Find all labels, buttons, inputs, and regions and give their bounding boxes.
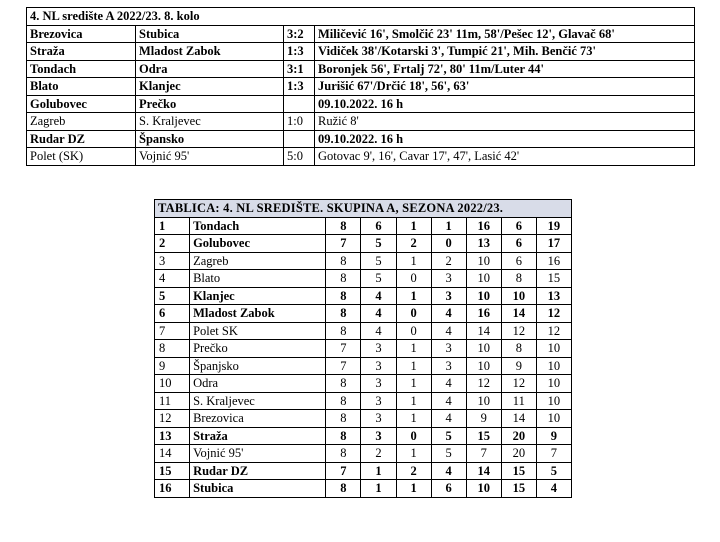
result-score: 1:0 <box>284 113 315 131</box>
standings-gf: 10 <box>466 357 501 375</box>
standings-l: 6 <box>431 480 466 498</box>
standings-row <box>155 340 572 358</box>
standings-l: 1 <box>431 217 466 235</box>
standings-d: 2 <box>396 235 431 253</box>
standings-w: 3 <box>361 375 396 393</box>
standings-pos: 11 <box>155 392 190 410</box>
standings-pos: 13 <box>155 427 190 445</box>
standings-gf: 10 <box>466 340 501 358</box>
result-away: Prečko <box>136 95 284 113</box>
standings-d: 1 <box>396 410 431 428</box>
standings-gf: 16 <box>466 217 501 235</box>
standings-pos: 2 <box>155 235 190 253</box>
standings-gf: 12 <box>466 375 501 393</box>
result-away: Mladost Zabok <box>136 43 284 61</box>
standings-pos: 8 <box>155 340 190 358</box>
standings-d: 1 <box>396 357 431 375</box>
standings-l: 0 <box>431 235 466 253</box>
standings-ga: 14 <box>501 305 536 323</box>
standings-l: 5 <box>431 427 466 445</box>
standings-row <box>155 322 572 340</box>
standings-gf: 10 <box>466 252 501 270</box>
standings-pos: 15 <box>155 462 190 480</box>
results-table <box>26 7 695 166</box>
result-away: Vojnić 95' <box>136 148 284 166</box>
standings-w: 4 <box>361 322 396 340</box>
standings-d: 1 <box>396 392 431 410</box>
result-home: Zagreb <box>27 113 136 131</box>
standings-team: Blato <box>190 270 326 288</box>
standings-d: 1 <box>396 252 431 270</box>
standings-d: 2 <box>396 462 431 480</box>
result-scorers: 09.10.2022. 16 h <box>315 95 695 113</box>
standings-team: Mladost Zabok <box>190 305 326 323</box>
standings-w: 3 <box>361 427 396 445</box>
standings-p: 7 <box>326 340 361 358</box>
standings-l: 4 <box>431 392 466 410</box>
standings-p: 8 <box>326 445 361 463</box>
standings-w: 5 <box>361 252 396 270</box>
standings-w: 5 <box>361 235 396 253</box>
standings-pts: 4 <box>536 480 571 498</box>
standings-team: Odra <box>190 375 326 393</box>
standings-ga: 20 <box>501 445 536 463</box>
result-score <box>284 95 315 113</box>
result-row <box>27 148 695 166</box>
standings-team: Rudar DZ <box>190 462 326 480</box>
standings-l: 2 <box>431 252 466 270</box>
standings-p: 7 <box>326 462 361 480</box>
result-home: Golubovec <box>27 95 136 113</box>
standings-ga: 12 <box>501 322 536 340</box>
result-away: S. Kraljevec <box>136 113 284 131</box>
standings-pts: 15 <box>536 270 571 288</box>
result-scorers: 09.10.2022. 16 h <box>315 130 695 148</box>
standings-w: 1 <box>361 462 396 480</box>
standings-pts: 5 <box>536 462 571 480</box>
standings-ga: 6 <box>501 217 536 235</box>
standings-row <box>155 392 572 410</box>
result-row <box>27 130 695 148</box>
standings-l: 5 <box>431 445 466 463</box>
standings-l: 3 <box>431 340 466 358</box>
standings-pos: 16 <box>155 480 190 498</box>
standings-row <box>155 462 572 480</box>
standings-gf: 14 <box>466 462 501 480</box>
standings-row <box>155 235 572 253</box>
standings-w: 3 <box>361 392 396 410</box>
standings-p: 8 <box>326 410 361 428</box>
standings-ga: 15 <box>501 480 536 498</box>
standings-pos: 12 <box>155 410 190 428</box>
result-scorers: Boronjek 56', Frtalj 72', 80' 11m/Luter 44' <box>315 60 695 78</box>
standings-p: 8 <box>326 375 361 393</box>
standings-team: Tondach <box>190 217 326 235</box>
standings-row <box>155 270 572 288</box>
standings-pos: 9 <box>155 357 190 375</box>
standings-p: 7 <box>326 235 361 253</box>
standings-w: 5 <box>361 270 396 288</box>
standings-gf: 10 <box>466 270 501 288</box>
standings-row <box>155 445 572 463</box>
standings-d: 0 <box>396 322 431 340</box>
standings-d: 1 <box>396 287 431 305</box>
standings-ga: 14 <box>501 410 536 428</box>
standings-pts: 13 <box>536 287 571 305</box>
standings-row <box>155 410 572 428</box>
standings-pts: 10 <box>536 410 571 428</box>
result-score: 5:0 <box>284 148 315 166</box>
result-away: Klanjec <box>136 78 284 96</box>
standings-p: 8 <box>326 252 361 270</box>
standings-pts: 10 <box>536 340 571 358</box>
standings-w: 3 <box>361 340 396 358</box>
standings-p: 8 <box>326 287 361 305</box>
standings-l: 4 <box>431 305 466 323</box>
standings-gf: 10 <box>466 480 501 498</box>
result-home: Brezovica <box>27 25 136 43</box>
standings-row <box>155 375 572 393</box>
standings-pts: 17 <box>536 235 571 253</box>
result-scorers: Ružić 8' <box>315 113 695 131</box>
standings-l: 3 <box>431 357 466 375</box>
standings-pos: 10 <box>155 375 190 393</box>
standings-w: 2 <box>361 445 396 463</box>
result-away: Stubica <box>136 25 284 43</box>
standings-l: 4 <box>431 462 466 480</box>
result-home: Rudar DZ <box>27 130 136 148</box>
standings-pos: 5 <box>155 287 190 305</box>
standings-gf: 16 <box>466 305 501 323</box>
result-score: 3:2 <box>284 25 315 43</box>
standings-table <box>154 199 572 498</box>
standings-team: Španjsko <box>190 357 326 375</box>
standings-pos: 4 <box>155 270 190 288</box>
standings-pos: 6 <box>155 305 190 323</box>
standings-gf: 14 <box>466 322 501 340</box>
result-row <box>27 43 695 61</box>
standings-w: 3 <box>361 357 396 375</box>
result-home: Blato <box>27 78 136 96</box>
standings-ga: 20 <box>501 427 536 445</box>
standings-team: Straža <box>190 427 326 445</box>
result-away: Špansko <box>136 130 284 148</box>
standings-w: 4 <box>361 305 396 323</box>
result-row <box>27 95 695 113</box>
standings-w: 3 <box>361 410 396 428</box>
standings-ga: 15 <box>501 462 536 480</box>
standings-p: 8 <box>326 427 361 445</box>
standings-team: Stubica <box>190 480 326 498</box>
standings-row <box>155 480 572 498</box>
standings-row <box>155 357 572 375</box>
standings-p: 8 <box>326 480 361 498</box>
result-away: Odra <box>136 60 284 78</box>
result-scorers: Gotovac 9', 16', Cavar 17', 47', Lasić 42' <box>315 148 695 166</box>
standings-pts: 19 <box>536 217 571 235</box>
result-score <box>284 130 315 148</box>
standings-gf: 7 <box>466 445 501 463</box>
standings-pts: 10 <box>536 357 571 375</box>
standings-d: 1 <box>396 217 431 235</box>
standings-team: Zagreb <box>190 252 326 270</box>
standings-gf: 10 <box>466 392 501 410</box>
standings-d: 1 <box>396 340 431 358</box>
standings-ga: 11 <box>501 392 536 410</box>
standings-ga: 6 <box>501 252 536 270</box>
standings-d: 0 <box>396 427 431 445</box>
standings-pos: 1 <box>155 217 190 235</box>
standings-team: Klanjec <box>190 287 326 305</box>
standings-d: 1 <box>396 375 431 393</box>
standings-ga: 8 <box>501 270 536 288</box>
standings-pos: 14 <box>155 445 190 463</box>
standings-pts: 10 <box>536 375 571 393</box>
standings-ga: 6 <box>501 235 536 253</box>
result-home: Polet (SK) <box>27 148 136 166</box>
result-scorers: Vidiček 38'/Kotarski 3', Tumpić 21', Mih. Benčić 73' <box>315 43 695 61</box>
standings-gf: 13 <box>466 235 501 253</box>
standings-pts: 12 <box>536 322 571 340</box>
result-scorers: Miličević 16', Smolčić 23' 11m, 58'/Pešec 12', Glavač 68' <box>315 25 695 43</box>
standings-d: 0 <box>396 270 431 288</box>
standings-team: Brezovica <box>190 410 326 428</box>
standings-ga: 9 <box>501 357 536 375</box>
result-row <box>27 25 695 43</box>
standings-pts: 12 <box>536 305 571 323</box>
standings-pts: 7 <box>536 445 571 463</box>
standings-gf: 15 <box>466 427 501 445</box>
standings-d: 1 <box>396 445 431 463</box>
result-row <box>27 113 695 131</box>
standings-ga: 12 <box>501 375 536 393</box>
standings-team: Vojnić 95' <box>190 445 326 463</box>
standings-l: 3 <box>431 270 466 288</box>
standings-row <box>155 217 572 235</box>
standings-p: 7 <box>326 357 361 375</box>
standings-p: 8 <box>326 305 361 323</box>
result-score: 1:3 <box>284 78 315 96</box>
standings-team: Polet SK <box>190 322 326 340</box>
standings-p: 8 <box>326 217 361 235</box>
standings-team: Golubovec <box>190 235 326 253</box>
standings-row <box>155 427 572 445</box>
result-home: Tondach <box>27 60 136 78</box>
standings-pos: 3 <box>155 252 190 270</box>
standings-title: TABLICA: 4. NL SREDIŠTE. SKUPINA A, SEZONA 2022/23. <box>155 200 572 218</box>
standings-row <box>155 252 572 270</box>
standings-pts: 9 <box>536 427 571 445</box>
standings-ga: 8 <box>501 340 536 358</box>
standings-w: 6 <box>361 217 396 235</box>
standings-row <box>155 287 572 305</box>
results-title: 4. NL središte A 2022/23. 8. kolo <box>27 8 695 26</box>
standings-l: 4 <box>431 322 466 340</box>
result-row <box>27 60 695 78</box>
standings-team: S. Kraljevec <box>190 392 326 410</box>
result-score: 3:1 <box>284 60 315 78</box>
standings-team: Prečko <box>190 340 326 358</box>
standings-pts: 16 <box>536 252 571 270</box>
standings-l: 4 <box>431 375 466 393</box>
standings-ga: 10 <box>501 287 536 305</box>
result-home: Straža <box>27 43 136 61</box>
standings-pos: 7 <box>155 322 190 340</box>
standings-d: 1 <box>396 480 431 498</box>
standings-p: 8 <box>326 322 361 340</box>
standings-gf: 10 <box>466 287 501 305</box>
standings-row <box>155 305 572 323</box>
standings-d: 0 <box>396 305 431 323</box>
result-scorers: Jurišić 67'/Drčić 18', 56', 63' <box>315 78 695 96</box>
standings-p: 8 <box>326 270 361 288</box>
standings-w: 1 <box>361 480 396 498</box>
result-score: 1:3 <box>284 43 315 61</box>
standings-l: 3 <box>431 287 466 305</box>
standings-w: 4 <box>361 287 396 305</box>
standings-l: 4 <box>431 410 466 428</box>
result-row <box>27 78 695 96</box>
standings-pts: 10 <box>536 392 571 410</box>
standings-p: 8 <box>326 392 361 410</box>
standings-gf: 9 <box>466 410 501 428</box>
